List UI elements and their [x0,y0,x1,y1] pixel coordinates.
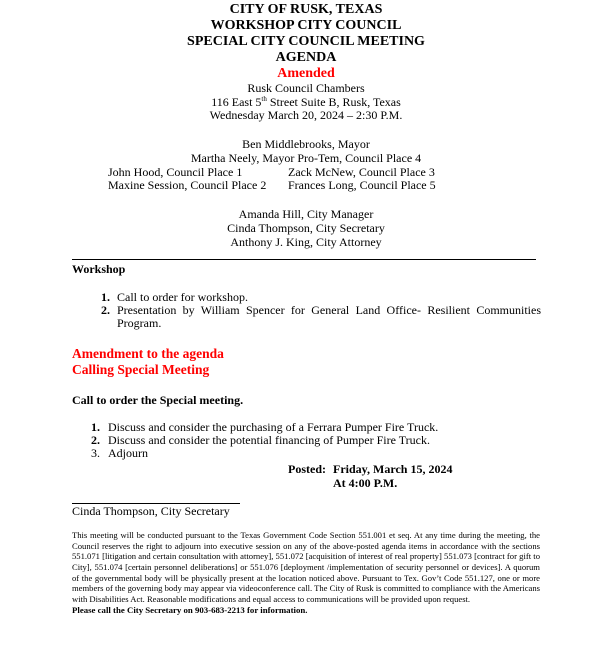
title-agenda: AGENDA [275,50,337,65]
signature-name: Cinda Thompson, City Secretary [72,504,230,518]
item-text: Discuss and consider the potential financing of Pumper Fire Truck. [108,433,430,447]
item-number: 3. [91,446,100,460]
staff-city-secretary: Cinda Thompson, City Secretary [227,221,385,235]
posted-time: At 4:00 P.M. [333,476,398,490]
council-mayor: Ben Middlebrooks, Mayor [242,137,370,151]
council-member: John Hood, Council Place 1 [108,165,243,179]
calling-special-meeting-heading: Calling Special Meeting [72,362,210,377]
amendment-heading: Amendment to the agenda [72,346,224,361]
item-text: Presentation by William Spencer for General Land Office- Resilient Communities Program. [117,303,541,330]
meeting-location: Rusk Council Chambers [247,81,365,95]
address-number: 116 East 5 [211,95,262,109]
special-meeting-heading: Call to order the Special meeting. [72,393,244,407]
title-city: CITY OF RUSK, TEXAS [229,2,383,17]
council-pro-tem: Martha Neely, Mayor Pro-Tem, Council Place 4 [190,151,422,165]
staff-city-manager: Amanda Hill, City Manager [238,207,374,221]
item-text: Discuss and consider the purchasing of a Ferrara Pumper Fire Truck. [108,420,439,434]
meeting-address [0,95,612,109]
address-street: Street Suite B, Rusk, Texas [266,95,401,109]
item-text: Adjourn [108,446,148,460]
item-text: Call to order for workshop. [117,290,248,304]
council-member: Frances Long, Council Place 5 [288,178,436,192]
title-special-meeting: SPECIAL CITY COUNCIL MEETING [187,34,425,49]
staff-city-attorney: Anthony J. King, City Attorney [230,235,382,249]
council-member: Maxine Session, Council Place 2 [108,178,267,192]
posted-date: Friday, March 15, 2024 [333,462,453,476]
posted-label: Posted: [288,462,326,476]
amended-label: Amended [277,66,335,81]
workshop-heading: Workshop [72,262,126,276]
meeting-datetime: Wednesday March 20, 2024 – 2:30 P.M. [209,108,403,122]
item-number: 1. [91,420,100,434]
item-number: 1. [101,290,110,304]
item-number: 2. [91,433,100,447]
contact-text: Please call the City Secretary on 903-683-2213 for information. [72,604,308,615]
legal-notice [72,530,540,615]
item-number: 2. [101,303,110,317]
section-divider [72,259,536,260]
address-superscript: th [261,95,267,103]
title-workshop: WORKSHOP CITY COUNCIL [210,18,402,33]
council-member: Zack McNew, Council Place 3 [288,165,435,179]
notice-text: This meeting will be conducted pursuant to the Texas Government Code Section 551.001 et seq. At any time during the meeting, the Council reserves the right to adjourn into executive session on any of the above-posted agenda items in accordance with the sections 551.071 [litigation and certain consultation with attorney], 551.072 [acquisition of interest of real property] 551.073 [contract for gift to City], 551.074 [certain personnel deliberations] or 551.076 [deployment /implementation of security personnel or devices]. A quorum of the governmental body will be physically present at the location noticed above. Pursuant to Tex. Gov’t Code 551.127, one or more members of the governing body may appear via videoconference call. The City of Rusk is committed to compliance with the Americans with Disabilities Act. Reasonable modifications and equal access to communications will be provided upon request. [72,530,540,604]
